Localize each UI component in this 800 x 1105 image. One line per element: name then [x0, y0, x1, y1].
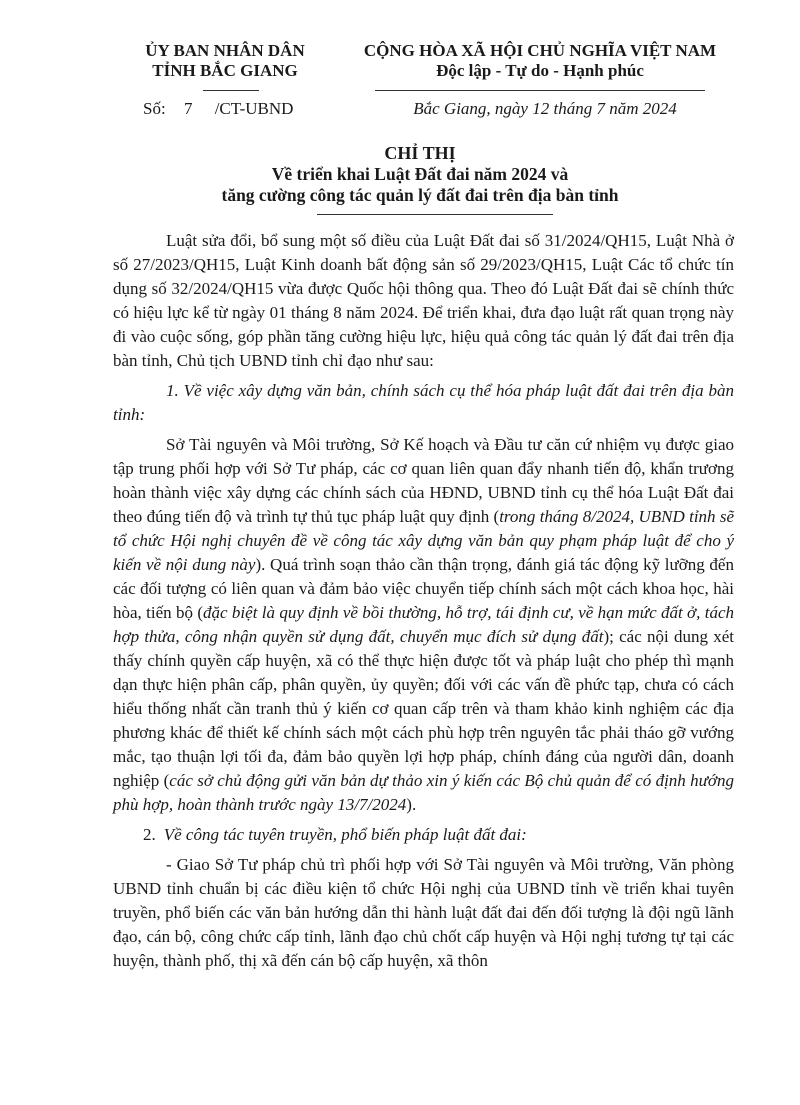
number-suffix: /CT-UBND: [214, 99, 294, 118]
province-name: TỈNH BẮC GIANG: [152, 61, 298, 80]
republic-motto: Độc lập - Tự do - Hạnh phúc: [436, 61, 644, 80]
document-number: [143, 99, 293, 119]
section-1-paragraph: [113, 433, 734, 817]
italic-note: các sở chủ động gửi văn bản dự thảo xin ý kiến các Bộ chủ quản để có định hướng phù hợp, hoàn thành trước ngày 13/7/2024: [113, 771, 734, 814]
number-value: 7: [183, 99, 193, 118]
title-line-1: Về triển khai Luật Đất đai năm 2024 và: [271, 164, 569, 184]
title-line-2: tăng cường công tác quản lý đất đai trên địa bàn tỉnh: [221, 185, 619, 205]
document-title: [100, 142, 740, 206]
agency-name: ỦY BAN NHÂN DÂN: [145, 41, 305, 60]
section-2-paragraph: - Giao Sở Tư pháp chủ trì phối hợp với Sở Tài nguyên và Môi trường, Văn phòng UBND tỉnh chuẩn bị các điều kiện tổ chức Hội nghị của UBND tỉnh về triển khai tuyên truyền, phổ biến các văn bản hướng dẫn thi hành luật đất đai đến đối tượng là đội ngũ lãnh đạo, cán bộ, công chức cấp tỉnh, lãnh đạo chủ chốt cấp huyện và Hội nghị tương tự tại các huyện, thành phố, thị xã đến cán bộ cấp huyện, xã thôn: [113, 855, 734, 970]
text-segment: ); các nội dung xét thấy chính quyền cấp huyện, xã có thể thực hiện được tốt và pháp luật cho phép thì mạnh dạn thực hiện phân cấp, phân quyền, ủy quyền; đối với các vấn đề phức tạp, chưa có cách hiểu thống nhất cần tranh thủ ý kiến cơ quan cấp trên và tham khảo kinh nghiệm các địa phương khác để thiết kế chính sách một cách phù hợp trên nguyên tắc phải tháo gỡ vướng mắc, tạo thuận lợi tối đa, đảm bảo quyền lợi hợp pháp, chính đáng của người dân, doanh nghiệp (: [113, 627, 734, 790]
agency-divider: [203, 90, 259, 91]
section-2-number: 2.: [143, 825, 156, 844]
republic-header: [340, 41, 740, 81]
text-segment: ). Quá trình soạn thảo cần thận trọng, đánh giá tác động kỹ lưỡng đến các đối tượng có liên quan và đảm bảo việc chuyển tiếp chính sách một cách khoa học, hài hòa, tiến bộ (: [113, 555, 734, 622]
text-segment: ).: [406, 795, 417, 814]
section-1-heading: 1. Về việc xây dựng văn bản, chính sách cụ thể hóa pháp luật đất đai trên địa bàn tỉnh:: [113, 381, 734, 424]
motto-divider: [375, 90, 705, 91]
section-2-title: Về công tác tuyên truyền, phổ biến pháp luật đất đai:: [163, 825, 527, 844]
title-underline: [317, 214, 553, 215]
agency-header: [130, 41, 320, 81]
text-segment: Sở Tài nguyên và Môi trường, Sở Kế hoạch và Đầu tư căn cứ nhiệm vụ được giao tập trung phối hợp với Sở Tư pháp, các cơ quan liên quan đẩy nhanh tiến độ, khẩn trương hoàn thành việc xây dựng các chính sách của HĐND, UBND tỉnh cụ thể hóa Luật Đất đai theo đúng tiến độ và trình tự thủ tục pháp luật quy định (: [113, 435, 734, 526]
italic-note: đặc biệt là quy định về bồi thường, hỗ trợ, tái định cư, về hạn mức đất ở, tách hợp thửa, công nhận quyền sử dụng đất, chuyển mục đích sử dụng đất: [113, 603, 735, 646]
document-body: [113, 229, 734, 979]
intro-paragraph: Luật sửa đổi, bổ sung một số điều của Luật Đất đai số 31/2024/QH15, Luật Nhà ở số 27/2023/QH15, Luật Kinh doanh bất động sản số 29/2023/QH15, Luật Các tổ chức tín dụng số 32/2024/QH15 vừa được Quốc hội thông qua. Theo đó Luật Đất đai sẽ chính thức có hiệu lực kể từ ngày 01 tháng 8 năm 2024. Để triển khai, đưa đạo luật rất quan trọng này đi vào cuộc sống, góp phần tăng cường hiệu lực, hiệu quả công tác quản lý đất đai trên địa bàn tỉnh, Chủ tịch UBND tỉnh chỉ đạo như sau:: [113, 231, 734, 370]
section-2-heading: [113, 823, 734, 847]
document-type: CHỈ THỊ: [384, 143, 456, 163]
republic-name: CỘNG HÒA XÃ HỘI CHỦ NGHĨA VIỆT NAM: [363, 41, 717, 60]
italic-note: trong tháng 8/2024, UBND tỉnh sẽ tổ chức Hội nghị chuyên đề về công tác xây dựng văn bản quy phạm pháp luật để cho ý kiến về nội dung này: [113, 507, 735, 574]
place-date: Bắc Giang, ngày 12 tháng 7 năm 2024: [413, 99, 677, 118]
number-label: Số:: [143, 99, 166, 118]
